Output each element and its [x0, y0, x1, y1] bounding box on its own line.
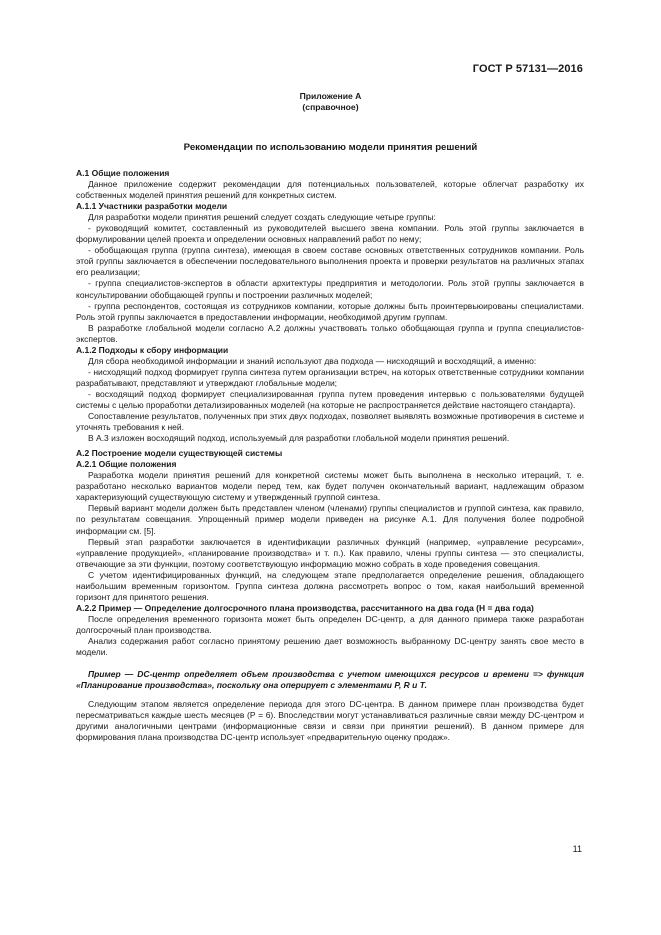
document-body: [76, 168, 584, 743]
paragraph: Следующим этапом является определение периода для этого DC-центра. В данном примере план производства будет пересматриваться каждые шесть месяцев (Р = 6). Впоследствии могут устанавливаться различные связи между DC-центром и другими аналогичными центрами (информационные связи и связи при принятии решений). В данном примере для формирования плана производства DC-центр использует «предварительную оценку продаж».: [76, 699, 584, 743]
section-title: Рекомендации по использованию модели принятия решений: [183, 142, 478, 153]
page-number: 11: [572, 844, 582, 854]
heading-a1-2: А.1.2 Подходы к сбору информации: [76, 344, 229, 355]
list-item: - группа специалистов-экспертов в области архитектуры предприятия и методологии. Роль этой группы заключается в консультировании обобщающей группы и построении различных моделей;: [76, 278, 584, 300]
list-item: - обобщающая группа (группа синтеза), имеющая в своем составе основных ответственных сотрудников компании. Роль этой группы заключается в обеспечении последовательного выполнения проекта и проверки результатов на различных этапах его реализации;: [76, 245, 584, 278]
list-item: - восходящий подход формирует специализированная группа путем проведения интервью с пользователями будущей системы с целью проработки детализированных моделей (на которые не распространяется действие настоящего стандарта).: [76, 388, 584, 410]
list-item: - группа респондентов, состоящая из сотрудников компании, которые должны быть проинтервьюированы специалистами. Роль этой группы заключается в предоставлении информации, необходимой другим группам.: [76, 300, 584, 322]
paragraph: Анализ содержания работ согласно принятому решению дает возможность выбранному DC-центру занять свое место в модели.: [76, 635, 584, 658]
paragraph: Для сбора необходимой информации и знаний используют два подхода — нисходящий и восходящий, а именно:: [88, 355, 537, 366]
paragraph: В разработке глобальной модели согласно А.2 должны участвовать только обобщающая группа и группа специалистов-экспертов.: [76, 322, 584, 344]
heading-a2-2: А.2.2 Пример — Определение долгосрочного плана производства, рассчитанного на два года (Н = два года): [76, 602, 534, 613]
appendix-subtitle: (справочное): [302, 102, 359, 112]
list-item: - руководящий комитет, составленный из руководителей высшего звена компании. Роль этой группы заключается в формулировании целей проекта и определении основных направлений работ по нему;: [76, 223, 584, 245]
heading-a1-1: А.1.1 Участники разработки модели: [76, 201, 228, 212]
paragraph: Для разработки модели принятия решений следует создать следующие четыре группы:: [88, 212, 436, 223]
paragraph: После определения временного горизонта может быть определен DC-центр, а для данного примера также разработан долгосрочный план производства.: [76, 613, 584, 635]
example-note: Пример — DC-центр определяет объем производства с учетом имеющихся ресурсов и времени => функция «Планирование производства», поскольку она оперирует с элементами Р, R и Т.: [76, 669, 584, 691]
heading-a1: А.1 Общие положения: [76, 168, 170, 178]
heading-a2: А.2 Построение модели существующей системы: [76, 448, 283, 459]
list-item: - нисходящий подход формирует группа синтеза путем организации встреч, на которых ответственные сотрудники компании разрабатывают, представляют и утверждают глобальные модели;: [76, 366, 584, 388]
paragraph: Сопоставление результатов, полученных при этих двух подходах, позволяет выявлять возможные противоречия в системе и уточнять требования к ней.: [76, 411, 584, 433]
appendix-title: Приложение А: [299, 91, 362, 101]
paragraph: Первый вариант модели должен быть представлен членом (членами) группы специалистов и группой синтеза, как правило, по результатам совещания. Упрощенный пример модели приведен на рисунке А.1. Для получения более подробной информации см. [5].: [76, 503, 584, 536]
document-id: ГОСТ Р 57131—2016: [472, 63, 583, 75]
paragraph: Разработка модели принятия решений для конкретной системы может быть выполнена в несколько итераций, т. е. разработано несколько вариантов модели перед тем, как будет получен окончательный вариант, надлежащим образом характеризующий существующую систему и утвержденный группой синтеза.: [76, 470, 584, 503]
paragraph: Первый этап разработки заключается в идентификации различных функций (например, «управление ресурсами», «управление продукцией», «планирование производства» и т. п.). Как правило, члены группы синтеза — это специалисты, отвечающие за эти функции, поэтому соответствующую информацию можно собрать в ходе проведения совещания.: [76, 536, 584, 569]
paragraph: Данное приложение содержит рекомендации для потенциальных пользователей, которые облегчат разработку их собственных моделей принятия решений для конкретных систем.: [76, 179, 584, 201]
heading-a2-1: А.2.1 Общие положения: [76, 459, 177, 470]
paragraph: С учетом идентифицированных функций, на следующем этапе предполагается определение решения, обладающего наибольшим временным горизонтом. Группа синтеза должна рассмотреть вопрос о том, какая наибольший временной горизонт для принятого решения.: [76, 569, 584, 602]
paragraph: В А.3 изложен восходящий подход, используемый для разработки глобальной модели принятия решений.: [88, 433, 510, 444]
